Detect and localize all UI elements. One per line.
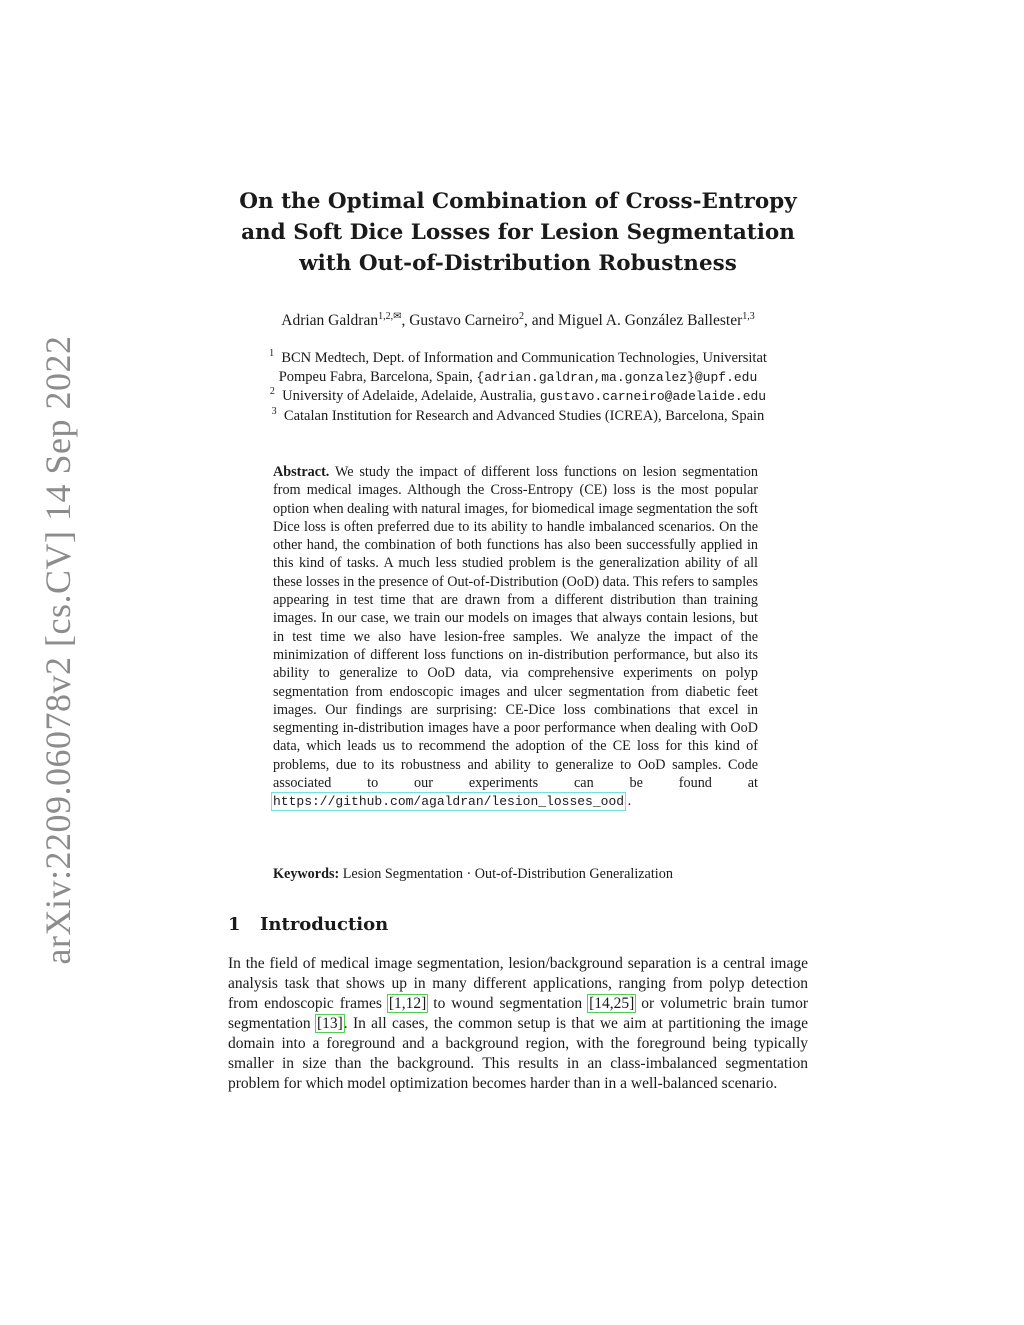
email-address: gustavo.carneiro@adelaide.edu: [539, 389, 767, 404]
author-separator: ,: [401, 312, 410, 329]
abstract-end: .: [624, 793, 632, 810]
code-repository-link[interactable]: https://github.com/agaldran/lesion_losses_ood: [273, 794, 625, 810]
paragraph-text: . In all cases, the common setup is that we aim at partitioning the image domain into a foreground and a background region, with the foreground being typically smaller in size than the background. This results in an class-imbalanced segmentation problem for which model optimization becomes harder than in a well-balanced scenario.: [228, 1015, 808, 1092]
affiliation-number: 3: [271, 405, 277, 417]
author-affiliation-marker: 1,3: [742, 311, 755, 322]
keywords-text: Lesion Segmentation · Out-of-Distribution Generalization: [339, 866, 673, 882]
author-name: Gustavo Carneiro: [409, 312, 519, 329]
keywords-label: Keywords:: [273, 866, 340, 882]
abstract: [273, 463, 758, 812]
affiliation-text: Catalan Institution for Research and Advanced Studies (ICREA), Barcelona, Spain: [283, 407, 765, 424]
affiliation-1: [228, 349, 808, 368]
author-name: Miguel A. González Ballester: [558, 312, 743, 329]
author-affiliation-marker: 2: [519, 311, 524, 322]
affiliation-3: [228, 407, 808, 426]
section-number: 1: [228, 914, 241, 935]
affiliation-2: [228, 387, 808, 407]
abstract-text: We study the impact of different loss functions on lesion segmentation from medical images. Although the Cross-Entropy (CE) loss is the most popular option when dealing with natural images, for biomedical image segmentation the soft Dice loss is often preferred due to its ability to handle imbalanced scenarios. On the other hand, the combination of both functions has also been successfully applied in this kind of tasks. A much less studied problem is the generalization ability of all these losses in the presence of Out-of-Distribution (OoD) data. This refers to samples appearing in test time that are drawn from a different distribution than training images. In our case, we train our models on images that always contain lesions, but in test time we also have lesion-free samples. We analyze the impact of the minimization of different loss functions on in-distribution performance, but also its ability to generalize to OoD data, via comprehensive experiments on polyp segmentation from endoscopic images and ulcer segmentation from diabetic feet images. Our findings are surprising: CE-Dice loss combinations that excel in segmenting in-distribution images have a poor performance when dealing with OoD data, which leads us to recommend the adoption of the CE loss for this kind of problems, due to its robustness and ability to generalize to OoD samples. Code associated to our experiments can be found at: [273, 464, 758, 792]
introduction-paragraph: [228, 954, 808, 1094]
author-separator: , and: [524, 312, 559, 329]
affiliation-text: University of Adelaide, Adelaide, Australia,: [282, 388, 540, 404]
arxiv-sidebar: [28, 335, 88, 965]
affiliation-1-cont: [228, 368, 808, 388]
citation-link[interactable]: [14,25]: [589, 995, 635, 1012]
citation-link[interactable]: [1,12]: [388, 995, 427, 1012]
title-line-3: with Out-of-Distribution Robustness: [299, 251, 737, 276]
author-affiliation-marker: 1,2,✉: [378, 311, 402, 322]
affiliation-number: 2: [269, 386, 275, 397]
section-title: Introduction: [260, 914, 389, 935]
arxiv-identifier: arXiv:2209.06078v2 [cs.CV] 14 Sep 2022: [38, 335, 78, 965]
paragraph-text: or volumetric brain tumor segmentation: [228, 995, 809, 1032]
title-line-1: On the Optimal Combination of Cross-Entropy: [239, 189, 797, 214]
paragraph-text: In the field of medical image segmentation, lesion/background separation is a central image analysis task that shows up in many different applications, ranging from polyp detection from endoscopic frames: [228, 955, 808, 1012]
affiliation-number: 1: [269, 348, 275, 359]
paper-title: [228, 186, 808, 279]
citation-link[interactable]: [13]: [316, 1015, 343, 1032]
author-name: Adrian Galdran: [281, 312, 379, 329]
paragraph-text: to wound segmentation: [427, 995, 589, 1012]
title-line-2: and Soft Dice Losses for Lesion Segmentation: [241, 220, 795, 245]
author-list: [228, 312, 808, 330]
affiliation-text: Pompeu Fabra, Barcelona, Spain,: [278, 368, 477, 385]
section-heading: [228, 914, 388, 935]
affiliations: [228, 349, 808, 425]
affiliation-text: BCN Medtech, Dept. of Information and Communication Technologies, Universitat: [281, 350, 767, 366]
abstract-label: Abstract.: [273, 464, 330, 480]
keywords: [273, 866, 758, 883]
email-address: {adrian.galdran,ma.gonzalez}@upf.edu: [476, 369, 758, 385]
